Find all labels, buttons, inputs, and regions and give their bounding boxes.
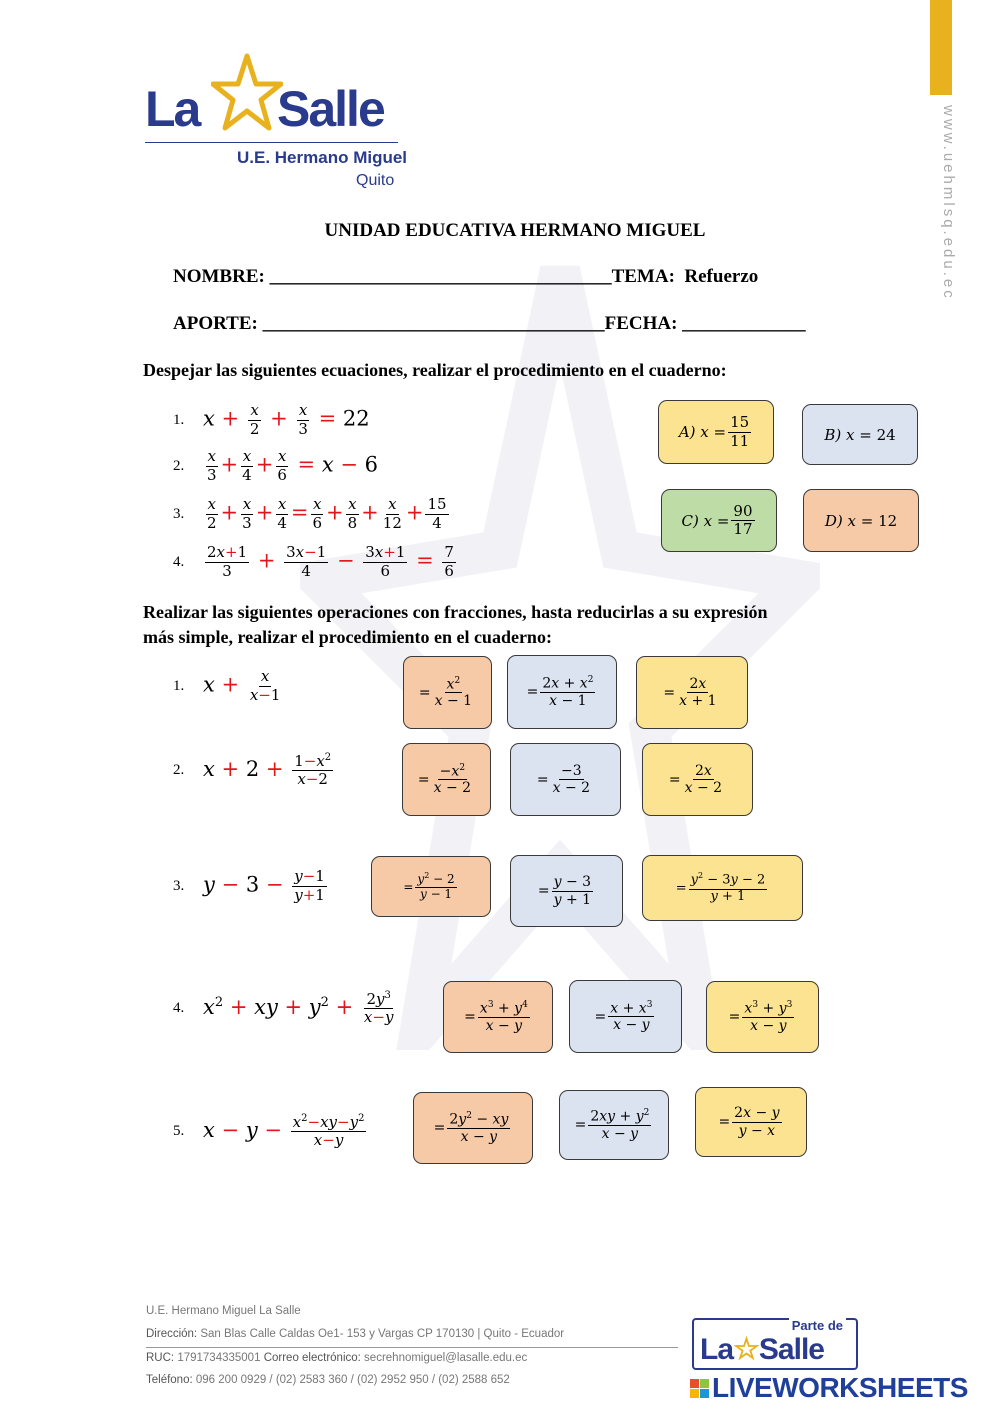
tema-label: TEMA:	[611, 266, 675, 287]
liveworksheets-logo[interactable]	[690, 1372, 968, 1404]
parte-de-lasalle-badge	[692, 1318, 858, 1370]
item-number: 4.	[173, 999, 185, 1016]
nombre-line	[173, 266, 758, 288]
answer-card-c[interactable]: C) x = $\frac{90}{17}$	[661, 489, 777, 552]
item-number: 1.	[173, 677, 185, 694]
answer-card-d[interactable]: D) x = 12	[803, 489, 919, 552]
option-2b[interactable]: = $\frac{-3}{x - 2}$	[510, 743, 621, 816]
fecha-label: FECHA:	[604, 313, 678, 334]
option-1b[interactable]: = $\frac{2x + x^2}{x - 1}$	[507, 655, 617, 729]
option-1c[interactable]: = $\frac{2x}{x + 1}$	[636, 656, 748, 729]
logo-city: Quito	[356, 172, 395, 189]
footer-phone-label: Teléfono:	[146, 1374, 193, 1386]
option-1a[interactable]: = $\frac{x^2}{x - 1}$	[403, 656, 492, 729]
footer-address	[146, 1328, 564, 1340]
logo-subtitle: U.E. Hermano Miguel	[237, 148, 408, 167]
option-5a[interactable]: = $\frac{2y^2 - xy}{x - y}$	[413, 1092, 533, 1164]
item-number: 1.	[173, 411, 185, 428]
nombre-label: NOMBRE:	[173, 266, 265, 287]
star-icon	[211, 52, 283, 132]
aporte-field[interactable]: ____________________________________	[262, 313, 605, 334]
item-number: 2.	[173, 457, 185, 474]
tema-value: Refuerzo	[684, 266, 759, 287]
side-accent-bar	[930, 0, 952, 95]
side-url: www.uehmlsq.edu.ec	[940, 105, 957, 301]
item-number: 4.	[173, 553, 185, 570]
section1-instruction: Despejar las siguientes ecuaciones, realizar el procedimiento en el cuaderno:	[143, 360, 727, 380]
footer-org: U.E. Hermano Miguel La Salle	[146, 1305, 301, 1317]
option-4a[interactable]: = $\frac{x^3 + y^4}{x - y}$	[443, 981, 553, 1053]
footer-phone	[146, 1374, 510, 1386]
option-3a[interactable]: = $\frac{y^2 - 2}{y - 1}$	[371, 856, 491, 917]
equation-2: 2. $\frac{x}{3}$ + $\frac{x}{4}$ + $\frac{x}{6}$ = x − 6	[173, 447, 379, 484]
option-4c[interactable]: = $\frac{x^3 + y^3}{x - y}$	[706, 981, 819, 1053]
item-number: 2.	[173, 761, 185, 778]
operation-5: 5. x − y − $\frac{x^2-xy-y^2}{x-y}$	[173, 1112, 365, 1149]
item-number: 5.	[173, 1122, 185, 1139]
option-3c[interactable]: = $\frac{y^2 - 3y - 2}{y + 1}$	[642, 855, 803, 921]
footer-address-value: San Blas Calle Caldas Oe1- 153 y Vargas CP 170130 | Quito - Ecuador	[200, 1328, 565, 1340]
operation-1: 1. x + $\frac{x}{x-1}$	[173, 667, 281, 704]
school-title: UNIDAD EDUCATIVA HERMANO MIGUEL	[324, 220, 706, 241]
badge-name: La☆Salle	[700, 1333, 824, 1366]
answer-card-a[interactable]: A) x = $\frac{15}{11}$	[658, 400, 774, 464]
footer-address-label: Dirección:	[146, 1328, 198, 1340]
option-2c[interactable]: = $\frac{2x}{x - 2}$	[642, 743, 753, 816]
footer-mail-value[interactable]: secrehnomiguel@lasalle.edu.ec	[364, 1352, 528, 1364]
aporte-label: APORTE:	[173, 313, 258, 334]
liveworksheets-icon	[690, 1379, 709, 1398]
operation-2: 2. x + 2 + $\frac{1-x^2}{x-2}$	[173, 751, 332, 788]
aporte-line	[173, 313, 806, 335]
footer-ruc-label: RUC:	[146, 1352, 175, 1364]
option-5c[interactable]: = $\frac{2x - y}{y - x}$	[695, 1087, 807, 1157]
footer-mail-label: Correo electrónico:	[263, 1352, 361, 1364]
liveworksheets-text: LIVEWORKSHEETS	[712, 1372, 968, 1403]
section2-instruction	[143, 600, 767, 650]
equation-3: 3. $\frac{x}{2}$ + $\frac{x}{3}$ + $\frac{x}{4}$ = $\frac{x}{6}$ + $\frac{x}{8}$ + $\frac{x}{12}$ + $\frac{15}{4}$	[173, 495, 447, 532]
section2-line1: Realizar las siguientes operaciones con fracciones, hasta reducirlas a su expresión	[143, 602, 768, 622]
footer-divider	[146, 1347, 678, 1348]
operation-4: 4. $x^2$ + xy + $y^2$ + $\frac{2y^3}{x-y}$	[173, 989, 394, 1026]
operation-3: 3. y − 3 − $\frac{y-1}{y+1}$	[173, 867, 325, 904]
footer-ruc	[146, 1352, 527, 1364]
option-2a[interactable]: = $\frac{-x^2}{x - 2}$	[402, 743, 491, 816]
option-5b[interactable]: = $\frac{2xy + y^2}{x - y}$	[559, 1090, 669, 1160]
footer-phone-value: 096 200 0929 / (02) 2583 360 / (02) 2952 950 / (02) 2588 652	[195, 1374, 510, 1386]
section2-line2: más simple, realizar el procedimiento en el cuaderno:	[143, 627, 552, 647]
option-4b[interactable]: = $\frac{x + x^3}{x - y}$	[569, 980, 682, 1053]
badge-top-text: Parte de	[789, 1318, 846, 1333]
logo: La Salle U.E. Hermano Miguel Quito	[145, 52, 415, 192]
equation-4: 4. $\frac{2x+1}{3}$ + $\frac{3x-1}{4}$ − $\frac{3x+1}{6}$ = $\frac{7}{6}$	[173, 543, 454, 580]
nombre-field[interactable]: ____________________________________	[269, 266, 612, 287]
item-number: 3.	[173, 505, 185, 522]
answer-card-b[interactable]: B) x = 24	[802, 404, 918, 465]
item-number: 3.	[173, 877, 185, 894]
equation-1: 1. x + $\frac{x}{2}$ + $\frac{x}{3}$ = 22	[173, 401, 370, 438]
fecha-field[interactable]: _____________	[682, 313, 806, 334]
option-3b[interactable]: = $\frac{y - 3}{y + 1}$	[510, 855, 623, 927]
footer-ruc-value: 1791734335001	[177, 1352, 261, 1364]
